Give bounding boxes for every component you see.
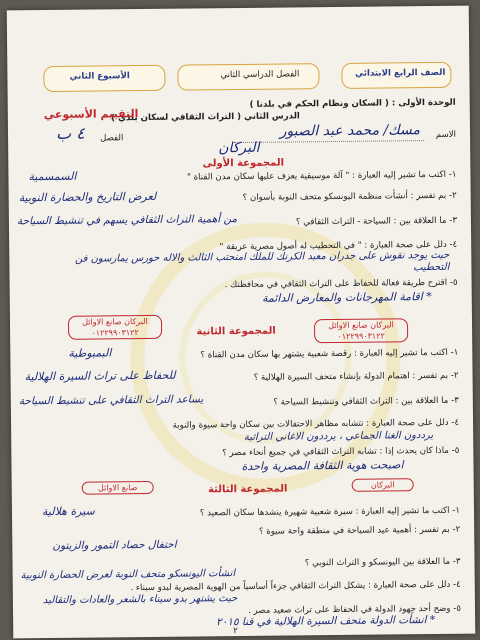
week-label: الأسبوع الثاني (69, 71, 130, 82)
g2-q4: ٤- دلل على صحة العبارة : تتشابه مظاهر الاحتفالات بين سكان واحة سيوة والنوبة (172, 417, 460, 431)
g1-a2: لعرض التاريخ والحضارة النوبية (18, 189, 157, 205)
g2-q5: ٥- ماذا كان يحدث إذا : تشابه التراث الثقافي في جميع أنحاء مصر ؟ (222, 445, 460, 459)
g3-q4: ٤- دلل على صحة العبارة : يشكل التراث الثقافي جزءاً أساسياً من الهوية المصرية لبدو سيناء . (130, 579, 461, 594)
g3-a3: انشأت اليونسكو متحف النوبة لعرض الحضارة النوبية (20, 568, 236, 582)
g1-a3: من أهمية التراث الثقافي يسهم في تنشيط السياحة (16, 213, 238, 228)
grade-label: الصف الرابع الابتدائي (355, 67, 446, 79)
stamp-burkan: البركان (352, 478, 414, 492)
g2-q1: ١- اكتب ما تشير إليه العبارة : رقصة شعبية يشتهر بها سكان مدن القناة ؟ (200, 347, 459, 361)
g2-a1: البمبوطية (68, 346, 112, 360)
g1-a1: السمسمية (28, 169, 77, 184)
page-number: ٢ (233, 626, 238, 637)
unit-label: الوحدة الأولى : ( السكان ونظام الحكم في بلدنا ) (249, 97, 456, 110)
g2-a4: يرددون الغنا الجماعي ، يرددون الاغاني التراثية (243, 429, 434, 443)
class-value: ٤ ب (55, 123, 85, 143)
g2-a2: للحفاظ على تراث السيرة الهلالية (24, 368, 176, 384)
g2-a5: اصبحت هوية الثقافة المصرية واحدة (241, 458, 404, 474)
stamp-left: البركان صانع الاوائل ٠١٢٢٩٩٠٣١٢٢ (68, 315, 162, 340)
g3-q2: ٢- بم تفسر : أهمية عيد السياحة في منطقة واحة سيوة ؟ (258, 524, 461, 537)
g1-q5: ٥- اقترح طريقة فعالة للحفاظ على التراث الثقافي في محافظتك . (224, 277, 458, 291)
g3-a2: احتفال حصاد التمور والزيتون (52, 538, 177, 552)
g3-a1: سيرة هلالية (41, 504, 95, 519)
g1-a4: حيث يوجد نقوش على جدران معبد الكرنك للملك امنحتب الثالث والاله حورس يمارسون فن التحطيب (74, 249, 450, 274)
g3-q1: ١- اكتب ما تشير إليه العبارة : سيرة شعبية شهيرة ينشدها سكان الصعيد ؟ (199, 505, 461, 519)
g2-q3: ٣- ما العلاقة بين : التراث الثقافي وتنشيط السياحة ؟ (273, 395, 459, 408)
g1-q3: ٣- ما العلاقة بين : السياحة - التراث الثقافي ؟ (295, 215, 458, 228)
banner-handwriting: البركان (218, 139, 260, 157)
g3-q5: ٥- وضح أحد جهود الدولة في الحفاظ على تراث صعيد مصر . (247, 603, 462, 616)
lesson-label: الدرس الثاني ( التراث الثقافي لسكان بلدي ) (111, 111, 300, 124)
g3-q3: ٣- ما العلاقة بين اليونسكو و التراث النوبي ؟ (304, 556, 461, 569)
g1-a5: * اقامة المهرجانات والمعارض الدائمة (261, 290, 432, 305)
g3-a4: حيث يشتهر بدو سيناء بالشعر والعادات والتقاليد (42, 593, 238, 607)
g1-q2: ٢- بم تفسر : أنشأت منظمة اليونسكو متحف النوبة بأسوان ؟ (242, 190, 457, 203)
name-label: الاسم (435, 129, 457, 140)
stamp-right: البركان صانع الاوائل ٠١٢٢٩٩٠٣١٢٢ (314, 318, 408, 343)
group-1-title: المجموعة الأولى (202, 157, 285, 170)
group-3-title: المجموعة الثالثة (208, 483, 288, 496)
student-name: مسك/ محمد عبد الصبور (279, 122, 421, 140)
class-label: الفصل (100, 133, 124, 144)
g1-q4: ٤- دلل على صحة العبارة : " في التحطيب له أصول مصرية عريقة " (219, 239, 458, 253)
g2-a3: يساعد التراث الثقافي على تنشيط السياحة (18, 393, 204, 408)
term-label: الفصل الدراسي الثاني (220, 69, 300, 81)
g3-a5: * انشأت الدولة متحف السيرة الهلالية في قنا ٢٠١٥ (215, 613, 436, 629)
group-2-title: المجموعة الثانية (196, 325, 276, 338)
worksheet-page (7, 6, 476, 639)
g2-q2: ٢- بم تفسر : اهتمام الدولة بإنشاء متحف السيرة الهلالية ؟ (253, 370, 459, 383)
stamp-awael: صانع الاوائل (82, 481, 154, 495)
assessment-title: التقييم الأسبوعي (43, 107, 139, 122)
g1-q1: ١- اكتب ما تشير إليه العبارة : " آلة موسيقية يعزف عليها سكان مدن القناة " (186, 169, 457, 183)
